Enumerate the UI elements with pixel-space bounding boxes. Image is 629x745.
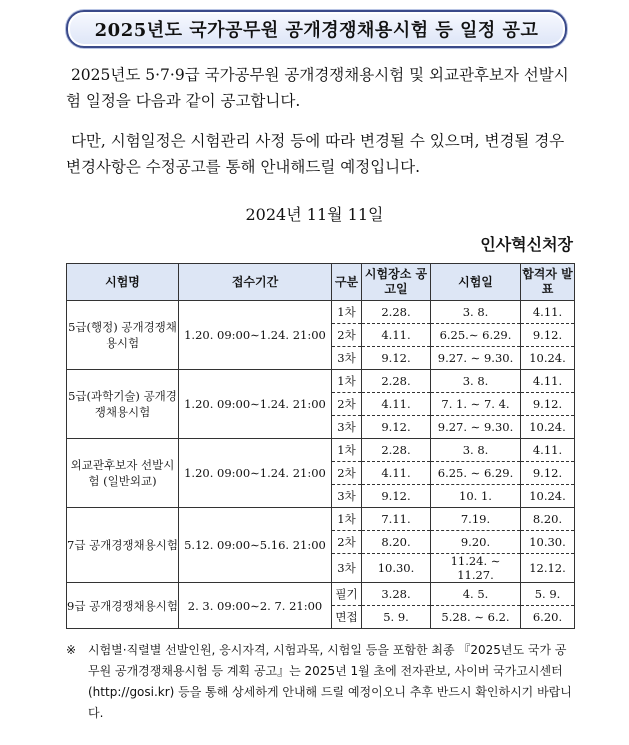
header-period: 접수기간: [179, 264, 332, 301]
exam-name-cell: 7급 공개경쟁채용시험: [67, 508, 179, 583]
result-cell: 12.12.: [521, 554, 575, 583]
venue-cell: 4.11.: [362, 393, 431, 416]
result-cell: 10.30.: [521, 531, 575, 554]
schedule-table: [66, 263, 575, 629]
exam-date-cell: 6.25. ∼ 6.29.: [431, 462, 521, 485]
stage-cell: 2차: [332, 531, 362, 554]
result-cell: 5. 9.: [521, 583, 575, 606]
stage-cell: 필기: [332, 583, 362, 606]
venue-cell: 4.11.: [362, 462, 431, 485]
result-cell: 4.11.: [521, 370, 575, 393]
exam-date-cell: 7.19.: [431, 508, 521, 531]
venue-cell: 9.12.: [362, 416, 431, 439]
venue-cell: 2.28.: [362, 301, 431, 324]
venue-cell: 4.11.: [362, 324, 431, 347]
exam-date-cell: 9.27. ∼ 9.30.: [431, 347, 521, 370]
exam-name-cell: 5급(과학기술) 공개경쟁채용시험: [67, 370, 179, 439]
table-header-row: [67, 264, 575, 301]
table-row: [67, 583, 575, 606]
stage-cell: 3차: [332, 554, 362, 583]
stage-cell: 3차: [332, 416, 362, 439]
stage-cell: 2차: [332, 324, 362, 347]
exam-name-cell: 9급 공개경쟁채용시험: [67, 583, 179, 629]
intro-paragraph: [66, 62, 574, 114]
notice-paragraph: [66, 128, 574, 180]
venue-cell: 5. 9.: [362, 606, 431, 629]
stage-cell: 2차: [332, 462, 362, 485]
note-text: 시험별·직렬별 선발인원, 응시자격, 시험과목, 시험일 등을 포함한 최종 『2025년도 국가 공무원 공개경쟁채용시험 등 계획 공고』는 2025년 1월 초에 전자관보, 사이버 국가고시센터(http://gosi.kr) 등을 통해 상세하게 안내해 드릴 예정이오니 추후 반드시 확인하시기 바랍니다.: [88, 643, 572, 720]
exam-date-cell: 3. 8.: [431, 439, 521, 462]
issuing-organization: 인사혁신처장: [480, 235, 573, 254]
exam-name-cell: 5급(행정) 공개경쟁채용시험: [67, 301, 179, 370]
exam-date-cell: 6.25.∼ 6.29.: [431, 324, 521, 347]
stage-cell: 3차: [332, 347, 362, 370]
exam-date-cell: 3. 8.: [431, 370, 521, 393]
title-banner: [66, 10, 567, 48]
venue-cell: 2.28.: [362, 439, 431, 462]
header-venue: 시험장소 공고일: [362, 264, 431, 301]
venue-cell: 9.12.: [362, 485, 431, 508]
stage-cell: 3차: [332, 485, 362, 508]
venue-cell: 10.30.: [362, 554, 431, 583]
header-exam: 시험명: [67, 264, 179, 301]
stage-cell: 1차: [332, 370, 362, 393]
venue-cell: 3.28.: [362, 583, 431, 606]
stage-cell: 2차: [332, 393, 362, 416]
table-row: [67, 439, 575, 462]
stage-cell: 1차: [332, 301, 362, 324]
exam-date-cell: 3. 8.: [431, 301, 521, 324]
stage-cell: 1차: [332, 508, 362, 531]
result-cell: 9.12.: [521, 462, 575, 485]
application-period-cell: 1.20. 09:00∼1.24. 21:00: [179, 439, 332, 508]
stage-cell: 면접: [332, 606, 362, 629]
intro-text: 2025년도 5·7·9급 국가공무원 공개경쟁채용시험 및 외교관후보자 선발시험 일정을 다음과 같이 공고합니다.: [66, 66, 569, 110]
stage-cell: 1차: [332, 439, 362, 462]
note-mark: ※: [66, 643, 77, 657]
venue-cell: 9.12.: [362, 347, 431, 370]
result-cell: 9.12.: [521, 393, 575, 416]
result-cell: 10.24.: [521, 485, 575, 508]
table-row: [67, 370, 575, 393]
result-cell: 8.20.: [521, 508, 575, 531]
exam-date-cell: 7. 1. ∼ 7. 4.: [431, 393, 521, 416]
result-cell: 4.11.: [521, 439, 575, 462]
header-result: 합격자 발표: [521, 264, 575, 301]
application-period-cell: 1.20. 09:00∼1.24. 21:00: [179, 370, 332, 439]
schedule-body: [67, 301, 575, 629]
table-row: [67, 301, 575, 324]
application-period-cell: 2. 3. 09:00∼2. 7. 21:00: [179, 583, 332, 629]
table-row: [67, 508, 575, 531]
footnote: [66, 640, 576, 724]
exam-name-cell: 외교관후보자 선발시험 (일반외교): [67, 439, 179, 508]
venue-cell: 2.28.: [362, 370, 431, 393]
exam-date-cell: 5.28. ∼ 6.2.: [431, 606, 521, 629]
announcement-date: 2024년 11월 11일: [245, 205, 384, 224]
application-period-cell: 1.20. 09:00∼1.24. 21:00: [179, 301, 332, 370]
exam-date-cell: 9.20.: [431, 531, 521, 554]
result-cell: 9.12.: [521, 324, 575, 347]
result-cell: 10.24.: [521, 416, 575, 439]
exam-date-cell: 10. 1.: [431, 485, 521, 508]
application-period-cell: 5.12. 09:00∼5.16. 21:00: [179, 508, 332, 583]
notice-text: 다만, 시험일정은 시험관리 사정 등에 따라 변경될 수 있으며, 변경될 경우 변경사항은 수정공고를 통해 안내해드릴 예정입니다.: [66, 132, 565, 176]
result-cell: 6.20.: [521, 606, 575, 629]
header-exam-date: 시험일: [431, 264, 521, 301]
venue-cell: 7.11.: [362, 508, 431, 531]
result-cell: 10.24.: [521, 347, 575, 370]
exam-date-cell: 9.27. ∼ 9.30.: [431, 416, 521, 439]
page-title: 2025년도 국가공무원 공개경쟁채용시험 등 일정 공고: [94, 20, 539, 41]
exam-date-cell: 4. 5.: [431, 583, 521, 606]
header-stage: 구분: [332, 264, 362, 301]
exam-date-cell: 11.24. ∼ 11.27.: [431, 554, 521, 583]
venue-cell: 8.20.: [362, 531, 431, 554]
result-cell: 4.11.: [521, 301, 575, 324]
